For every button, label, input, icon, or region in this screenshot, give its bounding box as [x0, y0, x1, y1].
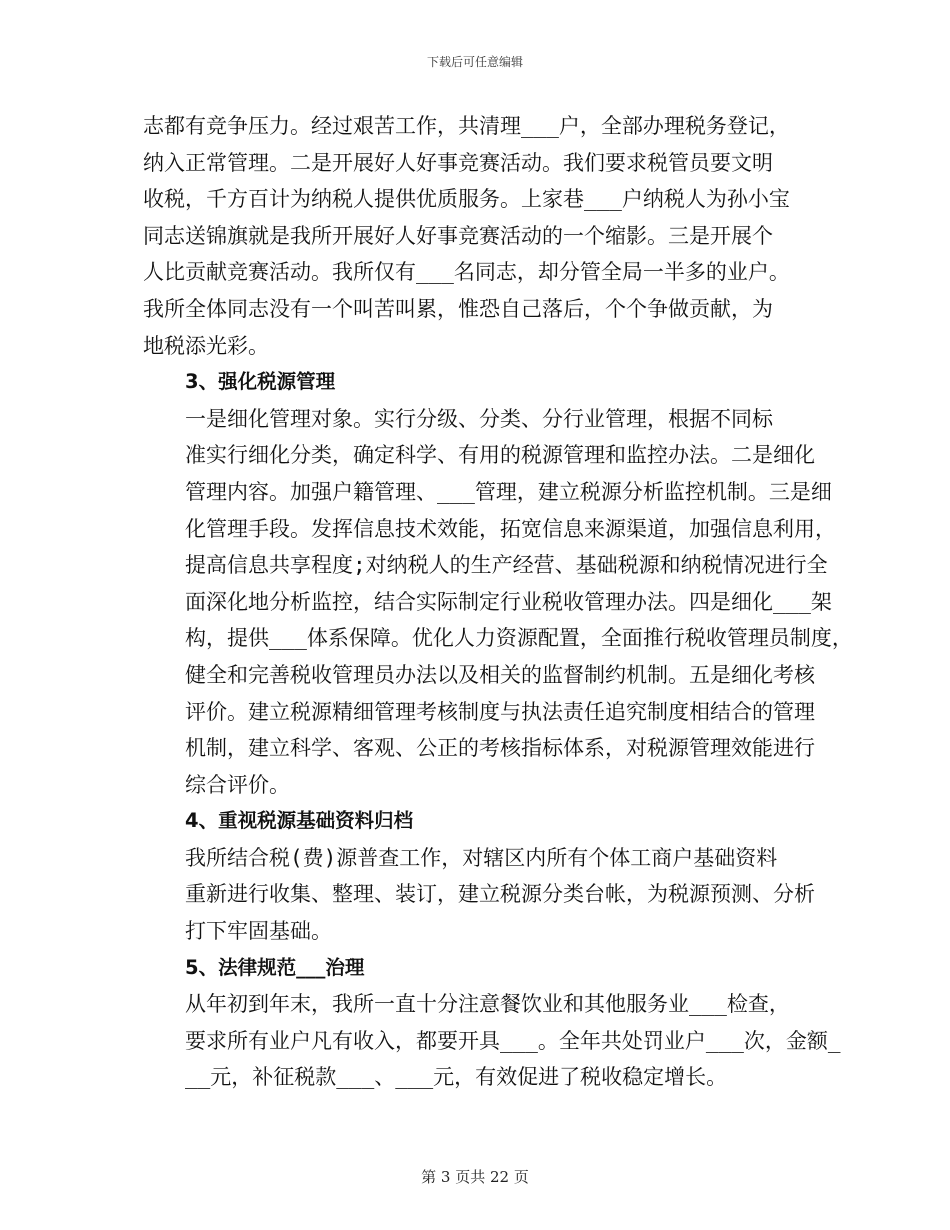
- text-line: 要求所有业户凡有收入，都要开具___。全年共处罚业户___次，金额_: [185, 1028, 841, 1053]
- text-line: 收税，千方百计为纳税人提供优质服务。上家巷___户纳税人为孙小宝: [143, 187, 790, 212]
- text-line: 准实行细化分类，确定科学、有用的税源管理和监控办法。二是细化: [185, 443, 815, 468]
- paragraph: [143, 401, 853, 804]
- text-line: 面深化地分析监控，结合实际制定行业税收管理办法。四是细化___架: [185, 589, 832, 614]
- text-line: 纳入正常管理。二是开展好人好事竞赛活动。我们要求税管员要文明: [143, 150, 773, 175]
- text-line: 机制，建立科学、客观、公正的考核指标体系，对税源管理效能进行: [185, 736, 815, 761]
- text-line: 我所全体同志没有一个叫苦叫累，惟恐自己落后，个个争做贡献，为: [143, 296, 773, 321]
- section-heading: 3、强化税源管理: [185, 370, 336, 394]
- text-line: 评价。建立税源精细管理考核制度与执法责任追究制度相结合的管理: [185, 699, 815, 724]
- paragraph: [143, 986, 841, 1096]
- text-line: 综合评价。: [185, 772, 290, 797]
- text-line: __元，补征税款___、___元，有效促进了税收稳定增长。: [185, 1065, 728, 1090]
- text-line: 志都有竞争压力。经过艰苦工作，共清理___户，全部办理税务登记，: [143, 114, 790, 138]
- text-line: 地税添光彩。: [143, 333, 269, 358]
- page-footer: 第 3 页共 22 页: [421, 1168, 529, 1186]
- text-line: 我所结合税(费)源普查工作，对辖区内所有个体工商户基础资料: [185, 845, 778, 870]
- text-line: 提高信息共享程度;对纳税人的生产经营、基础税源和纳税情况进行全: [185, 553, 828, 578]
- section-heading: 4、重视税源基础资料归档: [185, 809, 414, 833]
- text-line: 构，提供___体系保障。优化人力资源配置，全面推行税收管理员制度，: [185, 626, 853, 651]
- text-line: 同志送锦旗就是我所开展好人好事竞赛活动的一个缩影。三是开展个: [143, 223, 773, 248]
- page-header: 下载后可任意编辑: [426, 55, 523, 69]
- text-line: 从年初到年末，我所一直十分注意餐饮业和其他服务业___检查，: [185, 992, 790, 1017]
- text-line: 管理内容。加强户籍管理、___管理，建立税源分析监控机制。三是细: [185, 479, 832, 504]
- paragraph: [143, 840, 823, 950]
- text-line: 健全和完善税收管理员办法以及相关的监督制约机制。五是细化考核: [185, 662, 815, 687]
- text-line: 化管理手段。发挥信息技术效能，拓宽信息来源渠道，加强信息利用，: [185, 516, 836, 541]
- text-line: 人比贡献竞赛活动。我所仅有___名同志，却分管全局一半多的业户。: [143, 260, 790, 285]
- document-body: [143, 108, 853, 1096]
- text-line: 重新进行收集、整理、装订，建立税源分类台帐，为税源预测、分析: [185, 882, 815, 907]
- text-line: 一是细化管理对象。实行分级、分类、分行业管理，根据不同标: [185, 406, 773, 431]
- paragraph: [143, 108, 823, 364]
- section-heading: 5、法律规范___治理: [185, 955, 365, 979]
- text-line: 打下牢固基础。: [185, 919, 332, 944]
